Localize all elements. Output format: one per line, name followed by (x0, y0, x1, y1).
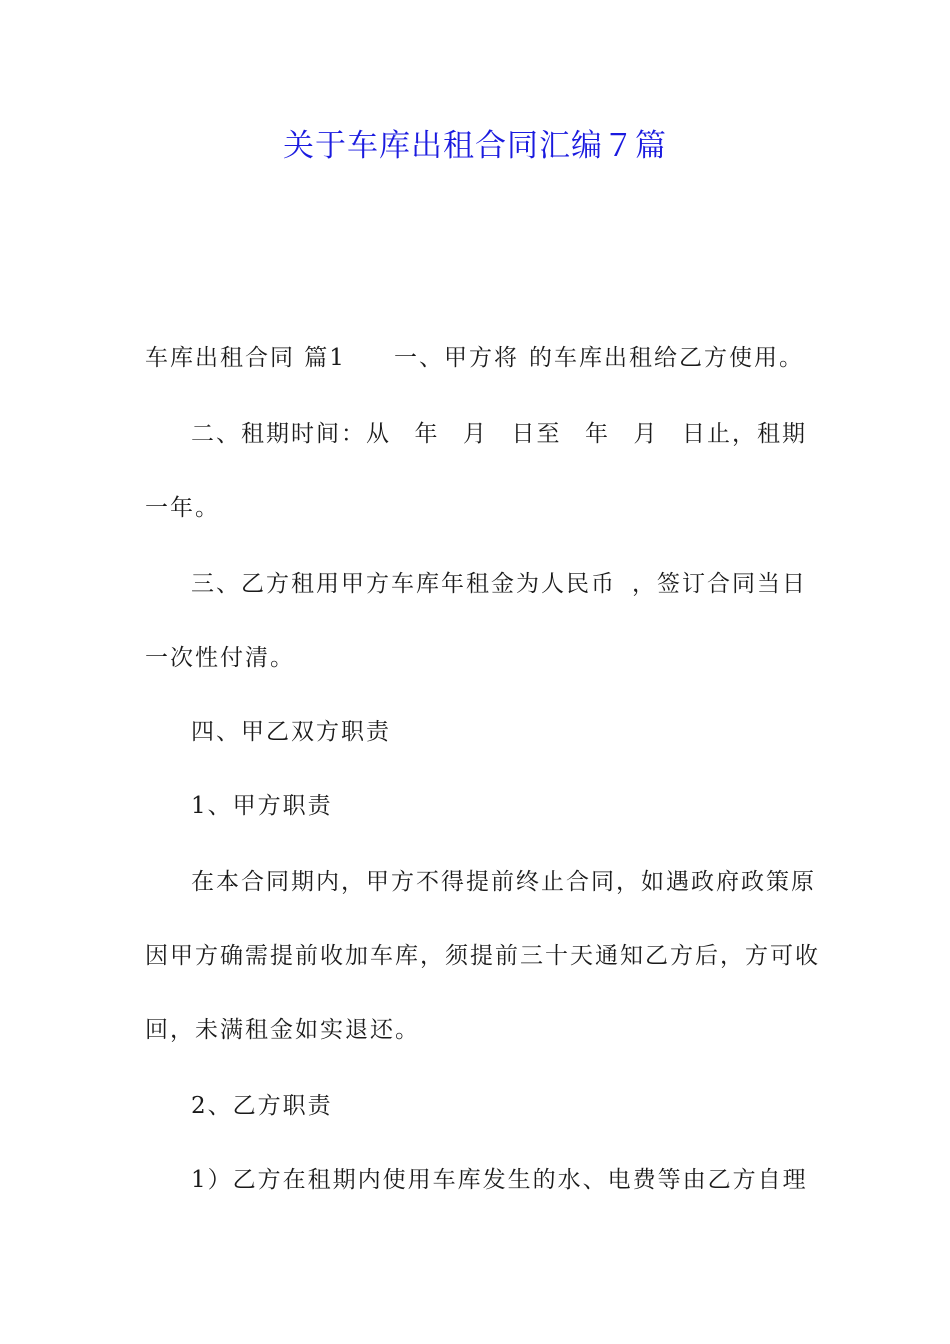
text-segment: 二、租期时间：从 (191, 421, 391, 447)
paragraph-line-3: 一年。 (145, 495, 220, 521)
paragraph-line-5: 一次性付清。 (145, 645, 295, 671)
text-segment: 一、甲方将 (393, 345, 519, 371)
paragraph-line-9: 因甲方确需提前收加车库，须提前三十天通知乙方后，方可收 (145, 943, 820, 969)
paragraph-line-4 (191, 566, 807, 602)
paragraph-line-2 (191, 416, 807, 452)
document-title: 关于车库出租合同汇编７篇 (283, 128, 667, 164)
paragraph-line-6: 四、甲乙双方职责 (191, 719, 391, 745)
text-segment: 年 (585, 421, 610, 447)
text-segment: ，签订合同当日 (632, 571, 807, 597)
text-segment: 年 (414, 421, 440, 447)
paragraph-line-10: 回，未满租金如实退还。 (145, 1017, 420, 1043)
text-segment: 三、乙方租用甲方车库年租金为人民币 (191, 571, 616, 597)
text-segment: 的车库出租给乙方使用。 (528, 345, 804, 371)
paragraph-line-8: 在本合同期内，甲方不得提前终止合同，如遇政府政策原 (191, 869, 816, 895)
section-heading: 车库出租合同 篇1 (145, 345, 346, 371)
text-segment: 日至 (511, 421, 562, 447)
text-segment: 日止，租期 (682, 421, 807, 447)
text-segment: 月 (463, 421, 488, 447)
paragraph-line-7: 1、甲方职责 (191, 793, 333, 819)
text-segment: 月 (633, 421, 659, 447)
paragraph-line-12: 1）乙方在租期内使用车库发生的水、电费等由乙方自理 (191, 1167, 808, 1193)
paragraph-line-1 (145, 340, 804, 376)
paragraph-line-11: 2、乙方职责 (191, 1093, 333, 1119)
